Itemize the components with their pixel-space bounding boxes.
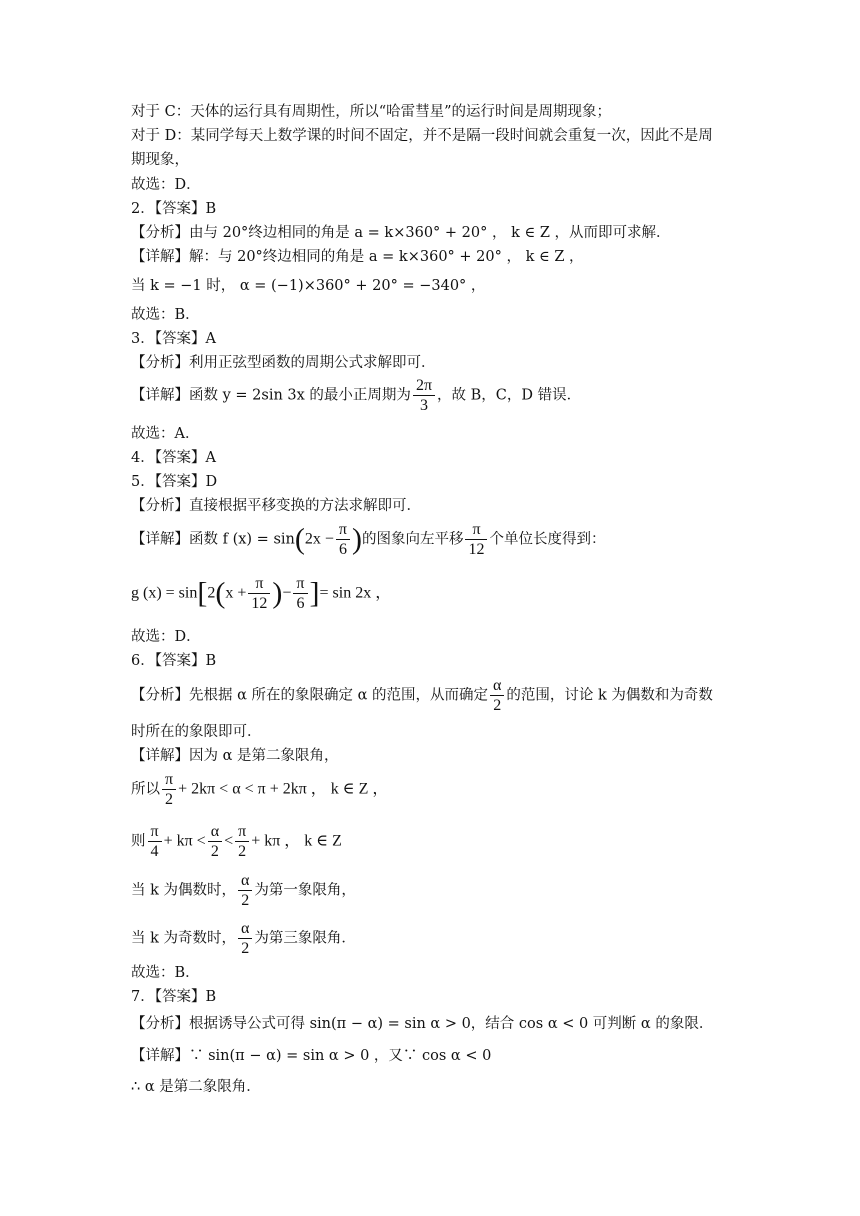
math-segment: + kπ < (163, 832, 206, 850)
bracket: ) (351, 522, 362, 556)
text-line: 对于 D：某同学每天上数学课的时间不固定，并不是隔一段时间就会重复一次，因此不是周 (131, 128, 713, 144)
fraction (162, 770, 176, 809)
detail-line: 【详解】因为 α 是第二象限角， (131, 748, 339, 764)
analysis-line (131, 676, 736, 715)
fraction (413, 376, 435, 415)
fraction-numerator: π (336, 520, 350, 540)
fraction-numerator: α (238, 871, 252, 891)
fraction-denominator: 2 (493, 697, 502, 714)
fraction (465, 520, 487, 559)
text-segment: 【分析】先根据 α 所在的象限确定 α 的范围，从而确定 (131, 687, 489, 704)
text-segment: 的图象向左平移 (361, 531, 464, 548)
fraction-numerator: π (248, 574, 270, 594)
text-line: 故选：B． (131, 965, 200, 981)
fraction (293, 574, 307, 613)
math-segment: = sin 2x ， (319, 584, 392, 602)
text-line: 对于 C：天体的运行具有周期性，所以“哈雷彗星”的运行时间是周期现象； (131, 104, 612, 120)
fraction-numerator: π (148, 822, 162, 842)
fraction-denominator: 2 (241, 892, 250, 909)
detail-line: 【详解】解：与 20°终边相同的角是 a = k×360° + 20° ， k ∈ Z ， (131, 249, 584, 265)
fraction (336, 520, 350, 559)
fraction (238, 871, 252, 910)
analysis-line: 【分析】直接根据平移变换的方法求解即可． (131, 498, 421, 514)
text-line: 故选：D． (131, 177, 201, 193)
text-line: 期现象， (131, 152, 189, 168)
detail-line (131, 520, 736, 559)
bracket: ( (215, 576, 226, 610)
text-line (131, 919, 736, 958)
question-answer: 7．【答案】B (131, 989, 217, 1005)
fraction-numerator: π (293, 574, 307, 594)
text-segment: 所以 (131, 781, 160, 798)
text-line: 故选：D． (131, 629, 201, 645)
fraction-denominator: 12 (251, 595, 268, 612)
text-segment: 当 k 为偶数时， (131, 882, 237, 899)
fraction-numerator: π (465, 520, 487, 540)
analysis-line: 【分析】利用正弦型函数的周期公式求解即可． (131, 355, 436, 371)
math-segment: + 2kπ < α < π + 2kπ ， k ∈ Z ， (178, 780, 389, 798)
bracket: ( (294, 522, 305, 556)
text-line (131, 871, 736, 910)
fraction (235, 822, 249, 861)
question-answer: 2．【答案】B (131, 201, 217, 217)
formula-line (131, 822, 736, 861)
text-line: 时所在的象限即可． (131, 724, 262, 740)
text-segment: 为第三象限角． (254, 930, 356, 947)
fraction (248, 574, 270, 613)
analysis-line: 【分析】由与 20°终边相同的角是 a = k×360° + 20° ， k ∈ Z ，从而即可求解． (131, 225, 671, 241)
analysis-line: 【分析】根据诱导公式可得 sin(π − α) = sin α > 0，结合 cos α < 0 可判断 α 的象限． (131, 1016, 714, 1032)
text-line: 故选：A． (131, 426, 200, 442)
math-segment: x + (225, 584, 247, 602)
fraction-numerator: α (208, 822, 222, 842)
math-segment: 2x − (304, 530, 334, 548)
fraction-denominator: 2 (210, 843, 219, 860)
math-segment: < (224, 832, 234, 850)
question-answer: 6．【答案】B (131, 653, 217, 669)
fraction (208, 822, 222, 861)
text-segment: 则 (131, 833, 146, 850)
text-segment: 个单位长度得到： (489, 531, 606, 548)
math-segment: g (x) = sin (131, 584, 198, 602)
fraction-numerator: π (162, 770, 176, 790)
text-line: ∴ α 是第二象限角． (131, 1079, 261, 1095)
text-segment: 为第一象限角， (254, 882, 356, 899)
fraction-denominator: 12 (468, 541, 485, 558)
question-answer: 5．【答案】D (131, 474, 218, 490)
fraction (148, 822, 162, 861)
text-segment: ，故 B，C，D 错误． (437, 387, 582, 404)
fraction-denominator: 4 (150, 843, 159, 860)
formula-line (131, 770, 736, 809)
fraction-denominator: 6 (338, 541, 347, 558)
fraction-numerator: α (490, 676, 504, 696)
math-segment: 2 (207, 584, 216, 602)
fraction-denominator: 3 (419, 397, 428, 414)
fraction-numerator: α (238, 919, 252, 939)
bracket: ] (309, 576, 320, 610)
bracket: [ (197, 576, 208, 610)
fraction (490, 676, 504, 715)
detail-line: 【详解】∵ sin(π − α) = sin α > 0 ，又∵ cos α < 0 (131, 1048, 492, 1064)
text-segment: 【详解】函数 y = 2sin 3x 的最小正周期为 (131, 387, 411, 404)
fraction-denominator: 2 (238, 843, 247, 860)
fraction (238, 919, 252, 958)
text-segment: 当 k 为奇数时， (131, 930, 237, 947)
text-segment: 的范围，讨论 k 为偶数和为奇数 (506, 687, 713, 704)
fraction-numerator: π (235, 822, 249, 842)
bracket: ) (272, 576, 283, 610)
fraction-denominator: 6 (296, 595, 305, 612)
question-answer: 3．【答案】A (131, 331, 216, 347)
detail-line (131, 376, 736, 415)
question-answer: 4．【答案】A (131, 450, 216, 466)
fraction-denominator: 2 (165, 791, 174, 808)
fraction-denominator: 2 (241, 940, 250, 957)
text-line: 当 k = −1 时， α = (−1)×360° + 20° = −340° ， (131, 278, 486, 294)
text-segment: 【详解】函数 f (x) = sin (131, 531, 295, 548)
formula-line (131, 574, 736, 613)
math-segment: + kπ ， k ∈ Z (251, 832, 342, 850)
math-segment: − (282, 584, 292, 602)
fraction-numerator: 2π (413, 376, 435, 396)
text-line: 故选：B． (131, 307, 200, 323)
